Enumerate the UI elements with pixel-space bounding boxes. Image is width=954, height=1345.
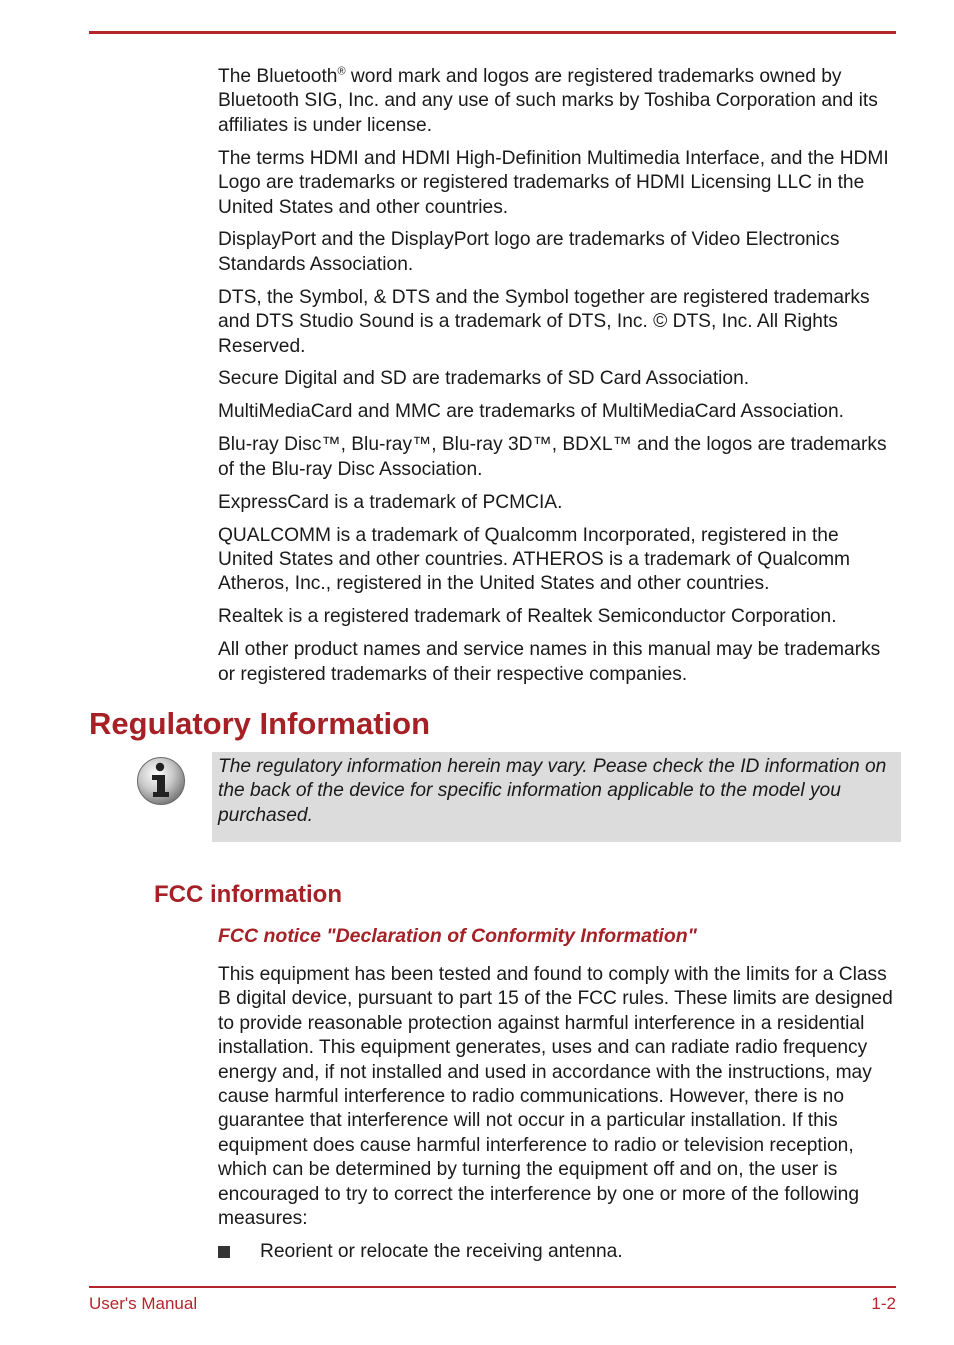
trademark-section bbox=[218, 65, 898, 695]
fcc-paragraph: This equipment has been tested and found to comply with the limits for a Class B digital device, pursuant to part 15 of the FCC rules. These limits are designed to provide reasonable protection against harmful interference in a residential installation. This equipment generates, uses and can radiate radio frequency energy and, if not installed and used in accordance with the instructions, may cause harmful interference to radio communications. However, there is no guarantee that interference will not occur in a particular installation. If this equipment does cause harmful interference to radio or television reception, which can be determined by turning the equipment off and on, the user is encouraged to try to correct the interference by one or more of the following measures: bbox=[218, 964, 893, 1230]
list-item-text: Reorient or relocate the receiving antenna. bbox=[260, 1241, 623, 1262]
trademark-paragraph: All other product names and service names in this manual may be trademarks or registered trademarks of their respective companies. bbox=[218, 639, 881, 685]
footer-manual-title: User's Manual bbox=[89, 1294, 198, 1313]
header-rule bbox=[89, 31, 896, 34]
trademark-paragraph: DisplayPort and the DisplayPort logo are trademarks of Video Electronics Standards Association. bbox=[218, 229, 840, 275]
trademark-paragraph: The terms HDMI and HDMI High-Definition Multimedia Interface, and the HDMI Logo are trademarks or registered trademarks of HDMI Licensing LLC in the United States and other countries. bbox=[218, 147, 889, 218]
trademark-paragraph: ExpressCard is a trademark of PCMCIA. bbox=[218, 491, 563, 513]
info-icon bbox=[136, 756, 186, 806]
trademark-paragraph: DTS, the Symbol, & DTS and the Symbol together are registered trademarks and DTS Studio Sound is a trademark of DTS, Inc. © DTS, Inc. All Rights Reserved. bbox=[218, 286, 870, 357]
trademark-paragraph: MultiMediaCard and MMC are trademarks of MultiMediaCard Association. bbox=[218, 401, 844, 423]
regulatory-heading: Regulatory Information bbox=[89, 706, 431, 741]
trademark-paragraph: Secure Digital and SD are trademarks of SD Card Association. bbox=[218, 368, 750, 390]
note-text: The regulatory information herein may vary. Pease check the ID information on the back of the device for specific information applicable to the model you purchased. bbox=[218, 756, 887, 826]
trademark-paragraph-bluetooth: The Bluetooth® word mark and logos are registered trademarks owned by Bluetooth SIG, Inc. and any use of such marks by Toshiba Corporation and its affiliates is under license. bbox=[218, 65, 878, 136]
square-bullet-icon bbox=[218, 1246, 230, 1258]
fcc-subheading: FCC notice "Declaration of Conformity Information" bbox=[218, 925, 697, 947]
trademark-paragraph: QUALCOMM is a trademark of Qualcomm Incorporated, registered in the United States and other countries. ATHEROS is a trademark of Qualcomm Atheros, Inc., registered in the United States and other countries. bbox=[218, 524, 851, 595]
footer-rule bbox=[89, 1286, 896, 1288]
trademark-paragraph: Realtek is a registered trademark of Realtek Semiconductor Corporation. bbox=[218, 606, 837, 628]
trademark-paragraph: Blu-ray Disc™, Blu-ray™, Blu-ray 3D™, BDXL™ and the logos are trademarks of the Blu-ray Disc Association. bbox=[218, 434, 887, 480]
page-number: 1-2 bbox=[871, 1294, 896, 1313]
fcc-heading: FCC information bbox=[154, 881, 342, 908]
